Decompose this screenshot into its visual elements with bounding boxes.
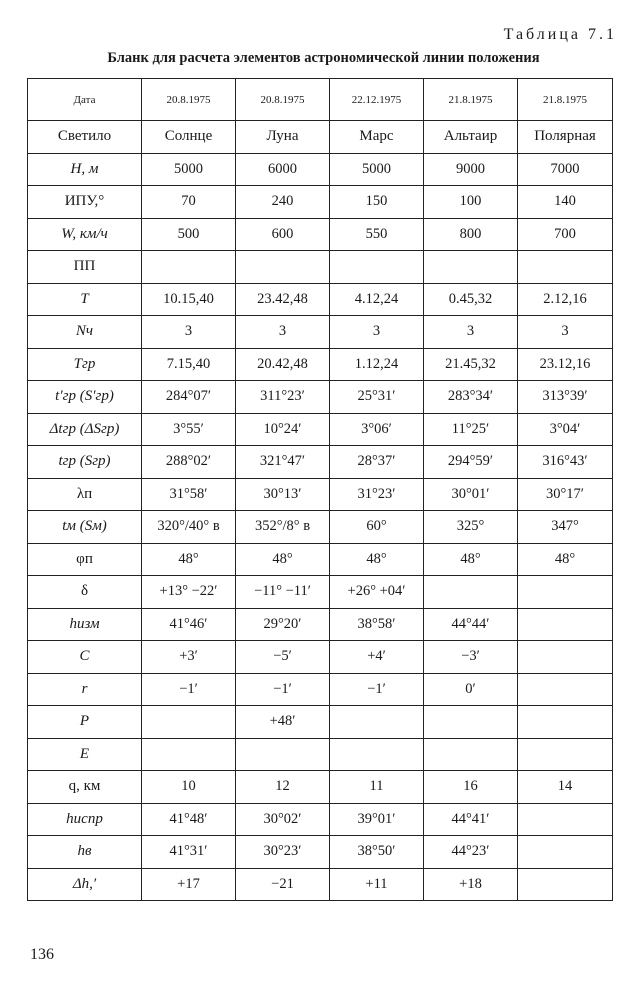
table-cell: 7.15,40 — [142, 348, 236, 381]
table-cell: 100 — [424, 186, 518, 219]
table-cell — [518, 251, 613, 284]
row-label: φп — [28, 543, 142, 576]
table-cell: 20.8.1975 — [142, 79, 236, 121]
table-cell: +3′ — [142, 641, 236, 674]
row-label: ПП — [28, 251, 142, 284]
table-cell: 0.45,32 — [424, 283, 518, 316]
table-cell — [518, 706, 613, 739]
table-cell: 16 — [424, 771, 518, 804]
table-cell: 5000 — [142, 153, 236, 186]
table-cell: 10°24′ — [236, 413, 330, 446]
table-cell: 11°25′ — [424, 413, 518, 446]
table-cell: 48° — [330, 543, 424, 576]
table-cell: +48′ — [236, 706, 330, 739]
table-cell: −21 — [236, 868, 330, 901]
table-cell: 31°23′ — [330, 478, 424, 511]
table-cell: Марс — [330, 121, 424, 154]
row-label: λп — [28, 478, 142, 511]
row-label: Δtгр (ΔSгр) — [28, 413, 142, 446]
table-cell: 150 — [330, 186, 424, 219]
table-row — [28, 543, 613, 576]
table-cell: 20.8.1975 — [236, 79, 330, 121]
table-caption: Бланк для расчета элементов астрономической линии положения — [107, 50, 540, 66]
table-cell: 550 — [330, 218, 424, 251]
table-row — [28, 79, 613, 121]
table-cell: +18 — [424, 868, 518, 901]
table-row — [28, 413, 613, 446]
table-cell: 6000 — [236, 153, 330, 186]
table-cell: 41°31′ — [142, 836, 236, 869]
table-cell — [142, 251, 236, 284]
row-label: Дата — [28, 79, 142, 121]
table-cell — [142, 738, 236, 771]
table-row — [28, 446, 613, 479]
table-cell: +4′ — [330, 641, 424, 674]
table-cell: 7000 — [518, 153, 613, 186]
table-cell: −1′ — [142, 673, 236, 706]
table-cell: +13° −22′ — [142, 576, 236, 609]
row-label: t′гр (S′гр) — [28, 381, 142, 414]
table-cell — [236, 251, 330, 284]
table-cell: 48° — [518, 543, 613, 576]
table-row — [28, 738, 613, 771]
table-cell — [142, 706, 236, 739]
table-cell: 31°58′ — [142, 478, 236, 511]
table-cell — [518, 608, 613, 641]
row-label: ИПУ,° — [28, 186, 142, 219]
table-cell: 600 — [236, 218, 330, 251]
row-label: Nч — [28, 316, 142, 349]
table-cell: 44°41′ — [424, 803, 518, 836]
table-row — [28, 348, 613, 381]
table-cell: −3′ — [424, 641, 518, 674]
table-cell: 500 — [142, 218, 236, 251]
table-cell — [518, 576, 613, 609]
table-cell: +26° +04′ — [330, 576, 424, 609]
row-label: W, км/ч — [28, 218, 142, 251]
table-row — [28, 868, 613, 901]
table-cell: 28°37′ — [330, 446, 424, 479]
row-label: Tгр — [28, 348, 142, 381]
table-cell — [518, 868, 613, 901]
table-cell: 44°23′ — [424, 836, 518, 869]
table-cell — [330, 251, 424, 284]
table-cell: 41°48′ — [142, 803, 236, 836]
table-row — [28, 218, 613, 251]
table-cell: 3°06′ — [330, 413, 424, 446]
table-row — [28, 706, 613, 739]
table-cell — [424, 738, 518, 771]
row-label: E — [28, 738, 142, 771]
table-row — [28, 641, 613, 674]
table-cell: Солнце — [142, 121, 236, 154]
table-number: Таблица 7.1 — [503, 26, 617, 43]
table-cell: 10.15,40 — [142, 283, 236, 316]
row-label: tгр (Sгр) — [28, 446, 142, 479]
table-row — [28, 153, 613, 186]
table-cell: Луна — [236, 121, 330, 154]
calculation-form-table — [27, 78, 613, 901]
table-cell: 5000 — [330, 153, 424, 186]
table-row — [28, 836, 613, 869]
table-row — [28, 771, 613, 804]
table-cell: 48° — [142, 543, 236, 576]
table-cell: 21.8.1975 — [424, 79, 518, 121]
table-cell: 3 — [142, 316, 236, 349]
table-cell: −1′ — [236, 673, 330, 706]
table-cell — [518, 641, 613, 674]
table-cell: 21.45,32 — [424, 348, 518, 381]
table-cell: 30°01′ — [424, 478, 518, 511]
table-cell: 14 — [518, 771, 613, 804]
table-cell: 140 — [518, 186, 613, 219]
table-cell: 22.12.1975 — [330, 79, 424, 121]
row-label: δ — [28, 576, 142, 609]
table-row — [28, 283, 613, 316]
table-cell: 10 — [142, 771, 236, 804]
table-row — [28, 121, 613, 154]
table-cell: 316°43′ — [518, 446, 613, 479]
row-label: hиспр — [28, 803, 142, 836]
table-cell: 60° — [330, 511, 424, 544]
row-label: P — [28, 706, 142, 739]
table-cell: 240 — [236, 186, 330, 219]
table-cell: 70 — [142, 186, 236, 219]
table-cell — [424, 706, 518, 739]
table-cell: 30°13′ — [236, 478, 330, 511]
table-cell: 48° — [424, 543, 518, 576]
table-cell: 4.12,24 — [330, 283, 424, 316]
table-cell — [330, 706, 424, 739]
table-cell: 3 — [424, 316, 518, 349]
table-cell — [518, 738, 613, 771]
table-cell: 0′ — [424, 673, 518, 706]
table-cell: 3 — [518, 316, 613, 349]
row-label: q, км — [28, 771, 142, 804]
page-number: 136 — [30, 946, 54, 963]
table-cell: 313°39′ — [518, 381, 613, 414]
table-cell: 3°04′ — [518, 413, 613, 446]
table-cell: 325° — [424, 511, 518, 544]
table-cell: 41°46′ — [142, 608, 236, 641]
table-cell — [236, 738, 330, 771]
table-cell: 352°/8° в — [236, 511, 330, 544]
row-label: H, м — [28, 153, 142, 186]
table-row — [28, 251, 613, 284]
table-cell: −11° −11′ — [236, 576, 330, 609]
table-cell: 12 — [236, 771, 330, 804]
table-cell: 283°34′ — [424, 381, 518, 414]
table-cell: 23.42,48 — [236, 283, 330, 316]
table-cell: 44°44′ — [424, 608, 518, 641]
table-cell: 3 — [330, 316, 424, 349]
table-row — [28, 608, 613, 641]
table-cell: 700 — [518, 218, 613, 251]
row-label: Светило — [28, 121, 142, 154]
table-cell: 23.12,16 — [518, 348, 613, 381]
table-cell: 30°02′ — [236, 803, 330, 836]
table-cell — [518, 673, 613, 706]
row-label: tм (Sм) — [28, 511, 142, 544]
table-cell: 294°59′ — [424, 446, 518, 479]
table-row — [28, 381, 613, 414]
table-cell — [518, 836, 613, 869]
row-label: C — [28, 641, 142, 674]
table-cell: +11 — [330, 868, 424, 901]
table-cell: 21.8.1975 — [518, 79, 613, 121]
table-row — [28, 186, 613, 219]
row-label: Δh,′ — [28, 868, 142, 901]
table-cell: 320°/40° в — [142, 511, 236, 544]
table-row — [28, 803, 613, 836]
table-cell — [518, 803, 613, 836]
table-cell — [424, 576, 518, 609]
table-cell — [330, 738, 424, 771]
table-cell: 1.12,24 — [330, 348, 424, 381]
table-cell: 38°50′ — [330, 836, 424, 869]
table-cell: 39°01′ — [330, 803, 424, 836]
table-cell: 9000 — [424, 153, 518, 186]
table-cell: Полярная — [518, 121, 613, 154]
table-cell: 321°47′ — [236, 446, 330, 479]
table-cell: +17 — [142, 868, 236, 901]
table-cell: 2.12,16 — [518, 283, 613, 316]
table-row — [28, 576, 613, 609]
row-label: T — [28, 283, 142, 316]
table-cell: 29°20′ — [236, 608, 330, 641]
table-cell — [424, 251, 518, 284]
table-cell: 30°23′ — [236, 836, 330, 869]
table-cell: 30°17′ — [518, 478, 613, 511]
table-body — [28, 79, 613, 901]
table-row — [28, 316, 613, 349]
row-label: r — [28, 673, 142, 706]
row-label: hизм — [28, 608, 142, 641]
table-row — [28, 673, 613, 706]
table-cell: 288°02′ — [142, 446, 236, 479]
table-row — [28, 478, 613, 511]
table-cell: 347° — [518, 511, 613, 544]
table-cell: 25°31′ — [330, 381, 424, 414]
table-cell: Альтаир — [424, 121, 518, 154]
table-cell: 3 — [236, 316, 330, 349]
table-cell: 284°07′ — [142, 381, 236, 414]
table-cell: 11 — [330, 771, 424, 804]
row-label: hв — [28, 836, 142, 869]
table-cell: −5′ — [236, 641, 330, 674]
table-cell: 20.42,48 — [236, 348, 330, 381]
table-cell: −1′ — [330, 673, 424, 706]
table-row — [28, 511, 613, 544]
table-cell: 38°58′ — [330, 608, 424, 641]
table-cell: 800 — [424, 218, 518, 251]
table-cell: 311°23′ — [236, 381, 330, 414]
table-cell: 48° — [236, 543, 330, 576]
table-cell: 3°55′ — [142, 413, 236, 446]
